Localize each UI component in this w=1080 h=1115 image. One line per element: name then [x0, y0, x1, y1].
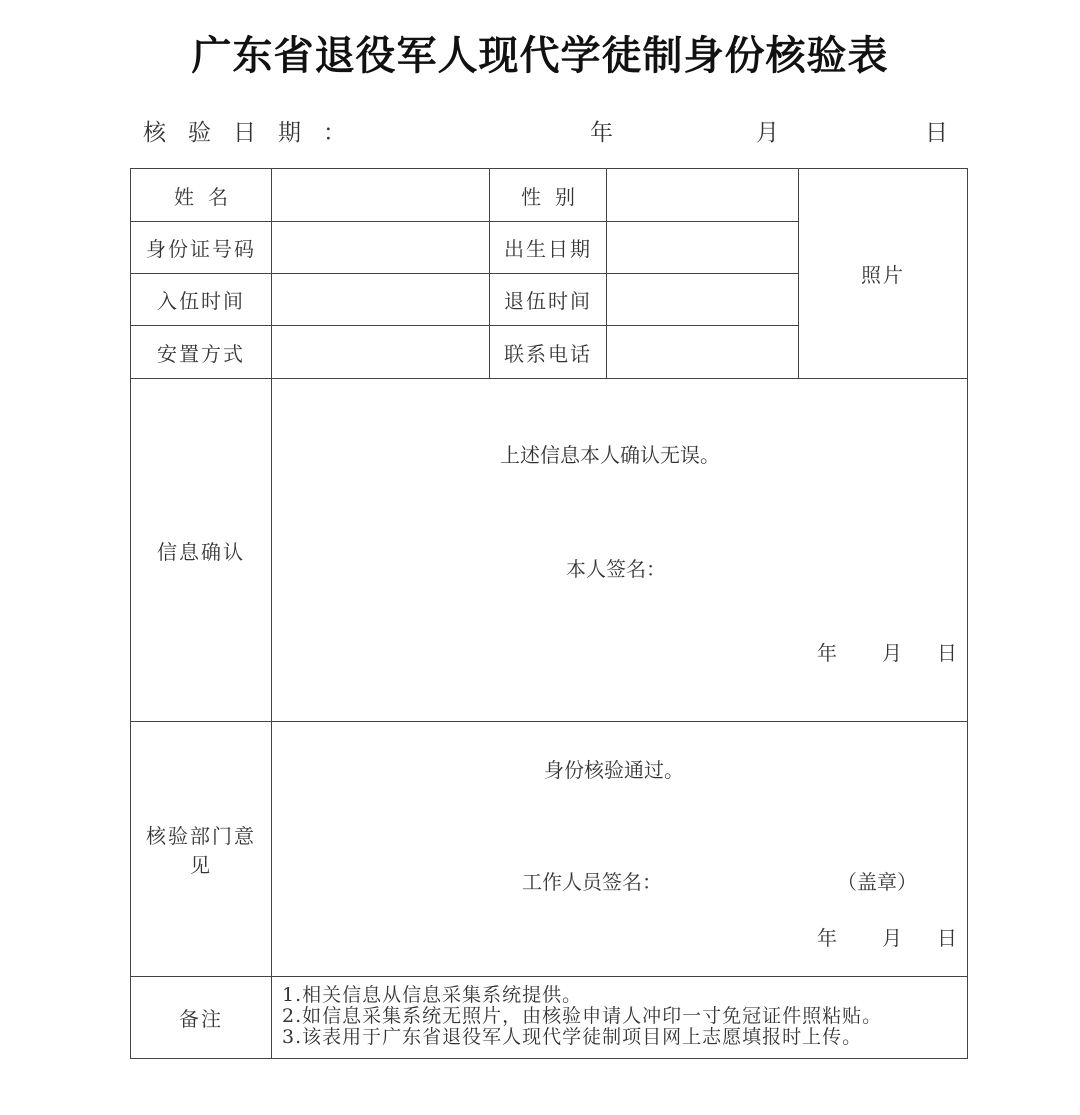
info-confirm-month: 月 — [882, 641, 902, 665]
name-label: 姓名 — [131, 169, 272, 222]
info-confirm-statement: 上述信息本人确认无误。 — [500, 443, 720, 467]
verify-date-year: 年 — [590, 120, 613, 146]
photo-box[interactable] — [799, 169, 968, 379]
verify-opinion-area[interactable] — [272, 722, 968, 977]
verify-opinion-label-line2: 见 — [190, 853, 212, 877]
info-confirm-signature[interactable]: 本人签名： — [566, 557, 666, 581]
remarks-content — [272, 977, 968, 1059]
phone-field[interactable] — [607, 326, 799, 379]
info-confirm-year: 年 — [817, 641, 837, 665]
form-title: 广东省退役军人现代学徒制身份核验表 — [191, 33, 889, 79]
id-number-field[interactable] — [272, 222, 490, 274]
verify-opinion-statement: 身份核验通过。 — [544, 758, 684, 782]
photo-label: 照片 — [861, 263, 905, 287]
remark-line-2: 2.如信息采集系统无照片，由核验申请人冲印一寸免冠证件照粘贴。 — [282, 1005, 883, 1027]
info-confirm-label: 信息确认 — [131, 379, 272, 722]
placement-label: 安置方式 — [131, 326, 272, 379]
name-field[interactable] — [272, 169, 490, 222]
discharge-time-field[interactable] — [607, 274, 799, 326]
enlist-time-field[interactable] — [272, 274, 490, 326]
verify-opinion-label-line1: 核验部门意 — [146, 824, 256, 848]
id-number-label: 身份证号码 — [131, 222, 272, 274]
placement-field[interactable] — [272, 326, 490, 379]
remark-line-3: 3.该表用于广东省退役军人现代学徒制项目网上志愿填报时上传。 — [282, 1026, 863, 1048]
verify-date-day: 日 — [925, 120, 948, 146]
verify-opinion-year: 年 — [817, 926, 837, 950]
verify-opinion-month: 月 — [882, 926, 902, 950]
verify-date-label: 核验日期： — [143, 120, 368, 146]
info-confirm-day: 日 — [937, 641, 957, 665]
verify-date-month: 月 — [756, 120, 779, 146]
gender-field[interactable] — [607, 169, 799, 222]
birth-date-label: 出生日期 — [490, 222, 607, 274]
phone-label: 联系电话 — [490, 326, 607, 379]
birth-date-field[interactable] — [607, 222, 799, 274]
info-confirm-area[interactable] — [272, 379, 968, 722]
staff-signature[interactable]: 工作人员签名： — [522, 870, 662, 894]
verification-form-table — [130, 168, 968, 1059]
remark-line-1: 1.相关信息从信息采集系统提供。 — [282, 984, 583, 1006]
seal-label: （盖章） — [837, 870, 917, 894]
discharge-time-label: 退伍时间 — [490, 274, 607, 326]
enlist-time-label: 入伍时间 — [131, 274, 272, 326]
remarks-label: 备注 — [131, 977, 272, 1059]
verify-opinion-label — [131, 722, 272, 977]
verify-opinion-day: 日 — [937, 926, 957, 950]
gender-label: 性别 — [490, 169, 607, 222]
